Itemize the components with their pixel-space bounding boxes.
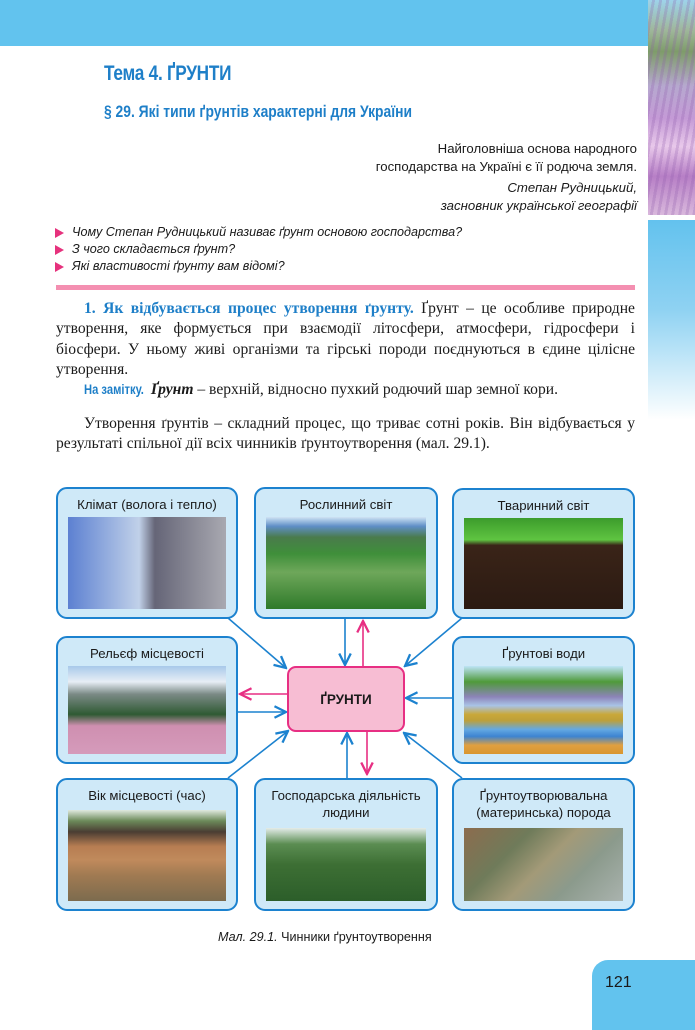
epigraph-author bbox=[376, 179, 637, 215]
epigraph-line: господарства на Україні є її родюча земля. bbox=[375, 159, 637, 174]
epigraph-line: Найголовніша основа народного bbox=[437, 141, 637, 156]
page-number-tab bbox=[592, 960, 695, 1030]
question-text: Які властивості ґрунту вам відомі? bbox=[72, 259, 285, 273]
climate-photo bbox=[68, 517, 226, 609]
section-title: § 29. Які типи ґрунтів характерні для України bbox=[104, 103, 413, 121]
question-text: Чому Степан Рудницький називає ґрунт основою господарства? bbox=[72, 225, 463, 239]
factor-vegetation bbox=[254, 487, 438, 619]
factor-groundwater bbox=[452, 636, 635, 764]
page-number: 121 bbox=[605, 974, 632, 991]
subsection-heading: 1. Як відбувається процес утворення ґрунту. bbox=[84, 300, 414, 317]
factor-climate bbox=[56, 487, 238, 619]
vegetation-photo bbox=[266, 517, 426, 609]
factor-human-activity bbox=[254, 778, 438, 911]
theme-title: Тема 4. ҐРУНТИ bbox=[104, 62, 232, 85]
relief-photo bbox=[68, 666, 226, 754]
top-color-band bbox=[0, 0, 648, 46]
question-text: З чого складається ґрунт? bbox=[72, 242, 236, 256]
note-label: На замітку. bbox=[84, 381, 144, 397]
parent-rock-photo bbox=[464, 828, 623, 901]
author-name: Степан Рудницький, bbox=[507, 180, 637, 195]
triangle-bullet-icon bbox=[55, 228, 64, 238]
figure-caption bbox=[218, 930, 432, 944]
author-title: засновник української географії bbox=[440, 198, 637, 213]
factor-label: Рослинний світ bbox=[299, 497, 393, 512]
warmup-questions bbox=[55, 224, 462, 275]
note-text: – верхній, відносно пухкий родючий шар земної кори. bbox=[193, 381, 559, 398]
farmer-photo bbox=[266, 828, 426, 901]
factor-label: Тваринний світ bbox=[497, 498, 590, 513]
side-crocus-photo bbox=[648, 0, 695, 215]
paragraph-2: Утворення ґрунтів – складний процес, що триває сотні років. Він відбувається у результаті спільної дії всіх чинників ґрунтоутворення (мал. 29.1). bbox=[56, 415, 635, 453]
epigraph bbox=[376, 140, 637, 215]
note-term: Ґрунт bbox=[150, 381, 194, 398]
definition-note bbox=[84, 381, 558, 399]
factor-label: Клімат (волога і тепло) bbox=[77, 497, 217, 512]
factor-label: Ґрунтоутворювальна (материнська) порода bbox=[476, 788, 611, 820]
paragraph-1 bbox=[56, 299, 635, 380]
caption-text: Чинники ґрунтоутворення bbox=[277, 930, 432, 944]
factor-label: Ґрунтові води bbox=[501, 646, 586, 661]
factor-relief bbox=[56, 636, 238, 764]
paragraph-text: Ґрунт – це особливе природне утворення, яке формується при взаємодії літосфери, атмосфери, гідросфери і біосфери. У ньому живі організми та гірські породи поєднуються в єдине цілісне утворення. bbox=[56, 300, 635, 378]
side-color-band bbox=[648, 220, 695, 420]
triangle-bullet-icon bbox=[55, 245, 64, 255]
soils-center-box: ҐРУНТИ bbox=[287, 666, 405, 732]
question-item bbox=[55, 258, 462, 275]
factor-parent-rock bbox=[452, 778, 635, 911]
groundwater-illustration bbox=[464, 666, 623, 754]
factor-animals bbox=[452, 488, 635, 619]
figure-number: Мал. 29.1. bbox=[218, 930, 278, 944]
soil-profile-photo bbox=[68, 810, 226, 901]
factor-label: Рельєф місцевості bbox=[89, 646, 204, 661]
animals-photo bbox=[464, 518, 623, 609]
factor-label: Господарська діяльність людини bbox=[271, 788, 421, 820]
factor-label: Вік місцевості (час) bbox=[88, 788, 206, 803]
triangle-bullet-icon bbox=[55, 262, 64, 272]
section-divider bbox=[56, 285, 635, 290]
question-item bbox=[55, 241, 462, 258]
question-item bbox=[55, 224, 462, 241]
factor-time bbox=[56, 778, 238, 911]
